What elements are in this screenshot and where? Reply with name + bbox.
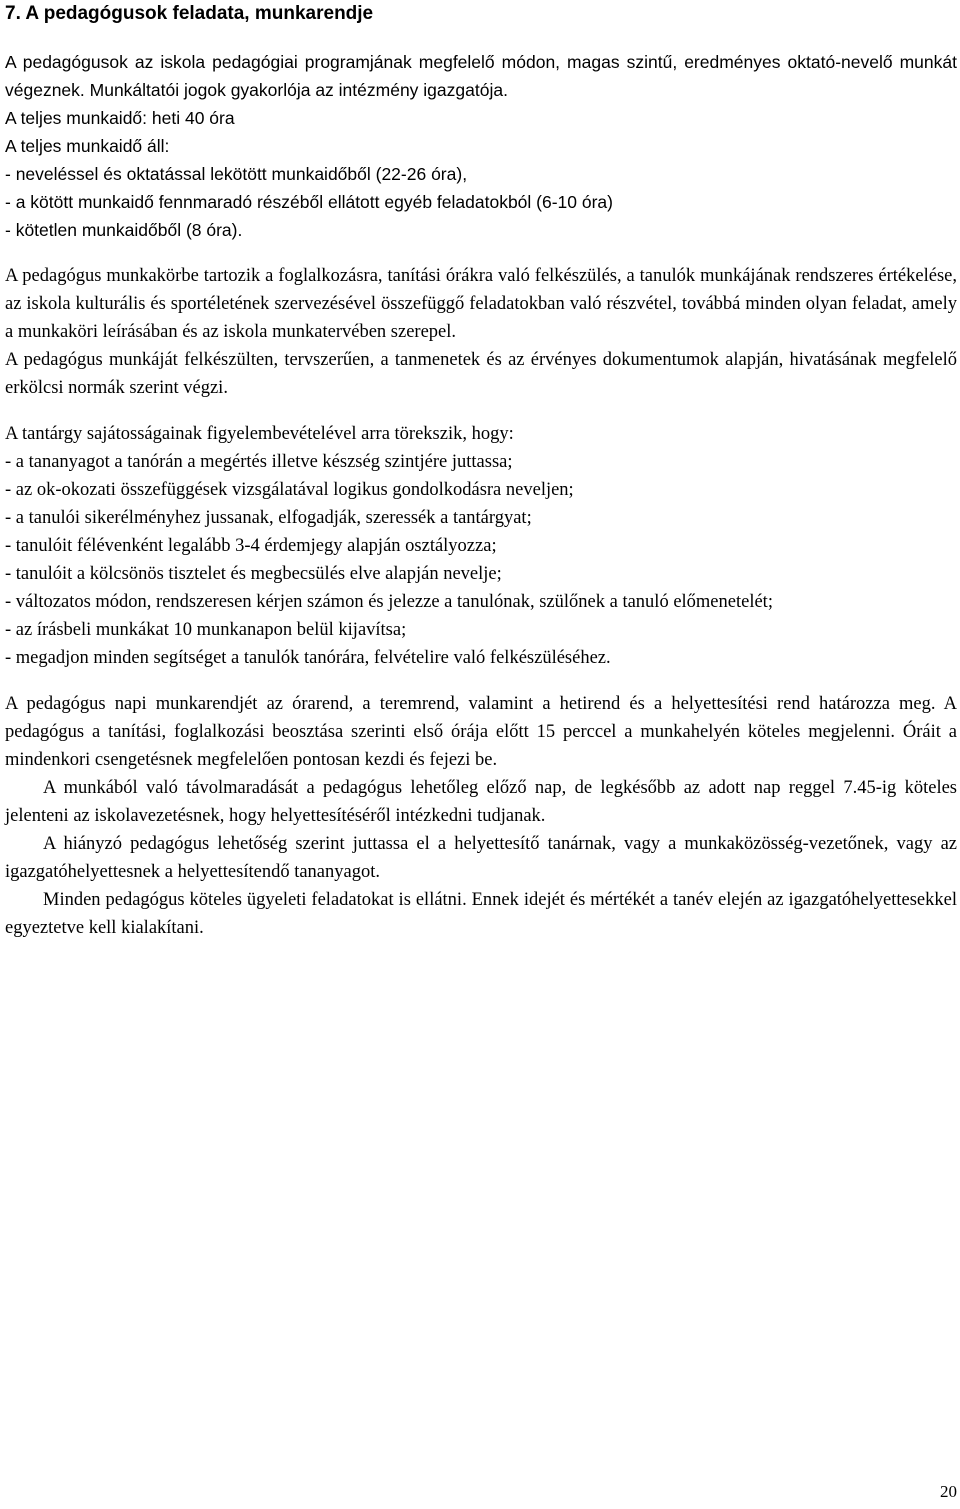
list-item: - a tananyagot a tanórán a megértés illetve készség szintjére juttassa;	[5, 452, 513, 472]
list-item: - megadjon minden segítséget a tanulók tanórára, felvételire való felkészüléséhez.	[5, 648, 611, 668]
subject-lead: A tantárgy sajátosságainak figyelembevételével arra törekszik, hogy:	[5, 424, 514, 444]
list-item: - tanulóit félévenként legalább 3-4 érdemjegy alapján osztályozza;	[5, 536, 497, 556]
duties-paragraph-1: A pedagógus munkakörbe tartozik a foglalkozásra, tanítási órákra való felkészülés, a tanulók munkájának rendszeres értékelése, az iskola kulturális és sportéletének szervezésével összefüggő feladatokban való részvétel, továbbá minden olyan feladat, amely a munkaköri leírásában és az iskola munkatervében szerepel.	[5, 266, 957, 342]
list-item: - a tanulói sikerélményhez jussanak, elfogadják, szeressék a tantárgyat;	[5, 508, 532, 528]
list-item: - a kötött munkaidő fennmaradó részéből ellátott egyéb feladatokból (6-10 óra)	[5, 192, 613, 212]
section-title: 7. A pedagógusok feladata, munkarendje	[5, 3, 374, 24]
schedule-paragraph-2: A munkából való távolmaradását a pedagógus lehetőleg előző nap, de legkésőbb az adott nap reggel 7.45-ig köteles jelenteni az iskolavezetésnek, hogy helyettesítéséről intézkedni tudjanak.	[5, 778, 957, 826]
subject-list	[5, 448, 957, 672]
schedule-paragraph-1: A pedagógus napi munkarendjét az órarend, a teremrend, valamint a hetirend és a helyettesítési rend határozza meg. A pedagógus a tanítási, foglalkozási beosztása szerinti első órája előtt 15 perccel a munkahelyén köteles megjelenni. Óráit a mindenkori csengetésnek megfelelően pontosan kezdi és fejezi be.	[5, 694, 957, 770]
list-item: - az írásbeli munkákat 10 munkanapon belül kijavítsa;	[5, 620, 407, 640]
worktime-line-1: A teljes munkaidő: heti 40 óra	[5, 108, 235, 128]
worktime-block	[5, 104, 957, 244]
page-number: 20	[940, 1482, 957, 1501]
subject-block	[5, 420, 957, 672]
worktime-list	[5, 160, 957, 244]
list-item: - neveléssel és oktatással lekötött munkaidőből (22-26 óra),	[5, 164, 468, 184]
document-page	[5, 0, 957, 942]
list-item: - kötetlen munkaidőből (8 óra).	[5, 220, 243, 240]
schedule-paragraph-4: Minden pedagógus köteles ügyeleti feladatokat is ellátni. Ennek idejét és mértékét a tanév elején az igazgatóhelyettesekkel egyeztetve kell kialakítani.	[5, 890, 957, 938]
schedule-paragraph-3: A hiányzó pedagógus lehetőség szerint juttassa el a helyettesítő tanárnak, vagy a munkaközösség-vezetőnek, vagy az igazgatóhelyettesnek a helyettesítendő tananyagot.	[5, 834, 957, 882]
worktime-line-2: A teljes munkaidő áll:	[5, 136, 170, 156]
duties-paragraph-2: A pedagógus munkáját felkészülten, tervszerűen, a tanmenetek és az érvényes dokumentumok alapján, hivatásának megfelelő erkölcsi normák szerint végzi.	[5, 350, 957, 398]
intro-paragraph: A pedagógusok az iskola pedagógiai programjának megfelelő módon, magas szintű, eredményes oktató-nevelő munkát végeznek. Munkáltatói jogok gyakorlója az intézmény igazgatója.	[5, 52, 957, 100]
list-item: - változatos módon, rendszeresen kérjen számon és jelezze a tanulónak, szülőnek a tanuló előmenetelét;	[5, 592, 773, 612]
list-item: - az ok-okozati összefüggések vizsgálatával logikus gondolkodásra neveljen;	[5, 480, 574, 500]
list-item: - tanulóit a kölcsönös tisztelet és megbecsülés elve alapján nevelje;	[5, 564, 502, 584]
